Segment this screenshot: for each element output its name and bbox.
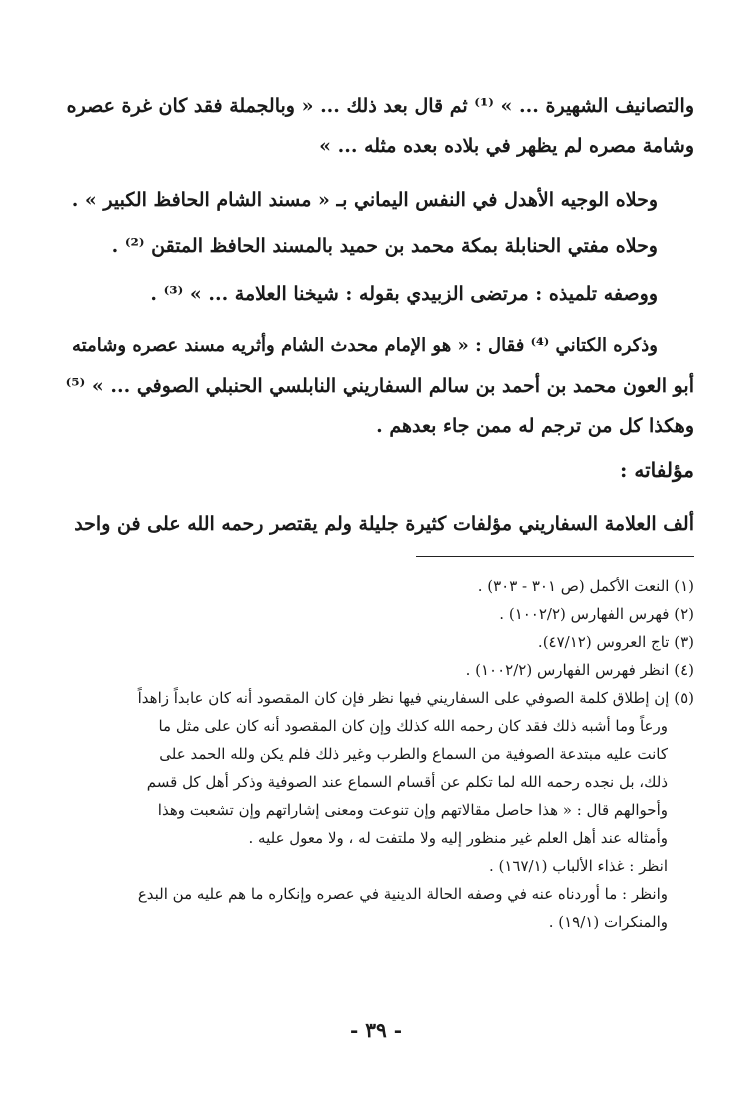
paragraph-mufti	[60, 226, 694, 266]
text-line: ووصفه تلميذه : مرتضى الزبيدي بقوله : شيخنا العلامة ... » ⁽³⁾ .	[150, 283, 658, 305]
footnote-5-line: وانظر : ما أوردناه عنه في وصفه الحالة الدينية في عصره وإنكاره ما هم عليه من البدع	[137, 885, 668, 903]
text-line: وهكذا كل من ترجم له ممن جاء بعدهم .	[376, 415, 694, 437]
section-heading: مؤلفاته :	[620, 458, 694, 482]
text-line: أبو العون محمد بن أحمد بن سالم السفاريني النابلسي الحنبلي الصوفي ... » ⁽⁵⁾	[65, 375, 694, 397]
footnote-5-line: ورعاً وما أشبه ذلك فقد كان رحمه الله كذلك وإن كان المقصود أنه كان على مثل ما	[158, 717, 668, 735]
footnote-5-line: وأحوالهم قال : « هذا حاصل مقالاتهم وإن تنوعت ومعنى إشاراتهم وإن تشعبت وهذا	[157, 801, 668, 819]
footnote-5-line: كانت عليه مبتدعة الصوفية من السماع والطرب وغير ذلك فلم يكن ولله الحمد على	[159, 745, 668, 763]
footnote-3: (٣) تاج العروس (٤٧/١٢).	[537, 633, 694, 651]
footnote-4: (٤) انظر فهرس الفهارس (١٠٠٢/٢) .	[465, 661, 694, 679]
footnote-5-line: والمنكرات (١٩/١) .	[548, 913, 668, 931]
paragraph-works	[60, 504, 694, 544]
footnote-5-line: انظر : غذاء الألباب (١٦٧/١) .	[488, 857, 668, 875]
text-line: وشامة مصره لم يظهر في بلاده بعده مثله ... »	[319, 135, 694, 157]
text-line: ألف العلامة السفاريني مؤلفات كثيرة جليلة ولم يقتصر رحمه الله على فن واحد	[74, 513, 694, 535]
text-line: وحلاه الوجيه الأهدل في النفس اليماني بـ « مسند الشام الحافظ الكبير » .	[71, 189, 658, 211]
footnotes	[58, 572, 694, 936]
footnote-5-line: ذلك، بل نجده رحمه الله لما تكلم عن أقسام السماع عند الصوفية وذكر أهل كل قسم	[146, 773, 668, 791]
text-line: والتصانيف الشهيرة ... » ⁽¹⁾ ثم قال بعد ذلك ... « وبالجملة فقد كان غرة عصره	[66, 95, 694, 117]
footnote-1: (١) النعت الأكمل (ص ٣٠١ - ٣٠٣) .	[477, 577, 694, 595]
paragraph-zabidi	[60, 274, 694, 314]
footnote-5-line: وأمثاله عند أهل العلم غير منظور إليه ولا ملتفت له ، ولا معول عليه .	[248, 829, 668, 847]
text-line: وحلاه مفتي الحنابلة بمكة محمد بن حميد بالمسند الحافظ المتقن ⁽²⁾ .	[111, 235, 658, 257]
text-line: وذكره الكتاني ⁽⁴⁾ فقال : « هو الإمام محدث الشام وأثريه مسند عصره وشامته	[72, 335, 658, 356]
footnote-5: (٥) إن إطلاق كلمة الصوفي على السفاريني فيها نظر فإن كان المقصود أنه كان عابداً زاهداً	[137, 689, 694, 707]
paragraph-intro	[60, 86, 694, 166]
footnote-divider	[416, 556, 694, 557]
paragraph-wajih	[60, 180, 694, 220]
footnote-2: (٢) فهرس الفهارس (١٠٠٢/٢) .	[499, 605, 694, 623]
page-number: - ٣٩ -	[349, 1018, 402, 1042]
paragraph-kattani	[60, 326, 694, 446]
